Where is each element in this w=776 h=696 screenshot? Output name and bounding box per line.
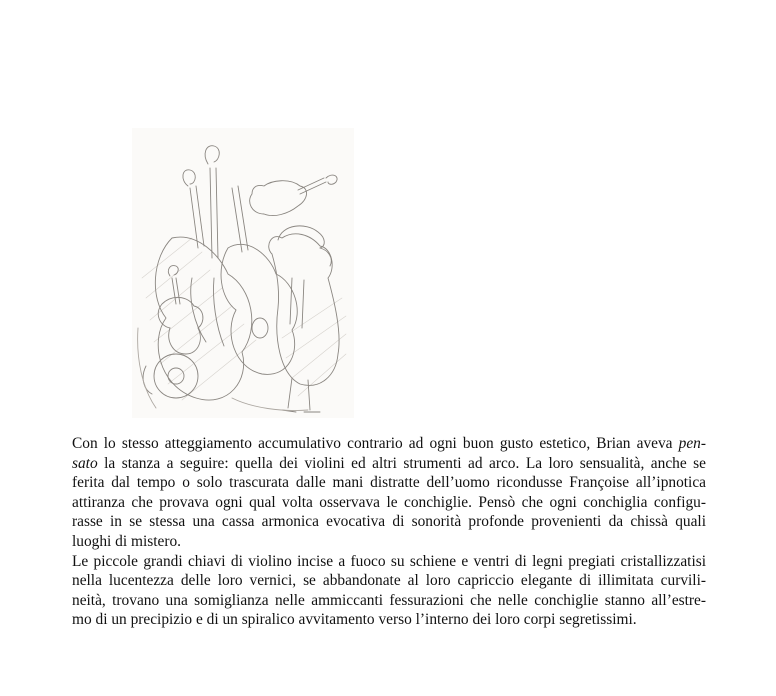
text-line: rasse in se stessa una cassa armonica evocativa di sonorità profonde provenienti da chissà quali bbox=[72, 513, 706, 531]
text-line: Con lo stesso atteggiamento accumulativo contrario ad ogni buon gusto estetico, Brian aveva pen- bbox=[72, 435, 706, 452]
text-line: attiranza che provava ogni qual volta osservava le conchiglie. Pensò che ogni conchiglia configu- bbox=[72, 493, 706, 511]
text-line: nella lucentezza delle loro vernici, se abbandonate al loro capriccio elegante di illimitata curvili- bbox=[72, 572, 706, 590]
instruments-sketch-illustration bbox=[132, 128, 354, 418]
text-line: luoghi di mistero. bbox=[72, 532, 182, 550]
text-line: ferita dal tempo o solo trascurata dalle mani distratte dell’uomo ricondusse Françoise all’ipnotica bbox=[72, 474, 706, 492]
italic-word: sato bbox=[72, 454, 98, 472]
pencil-sketch-string-instruments-icon bbox=[132, 128, 354, 418]
paragraph-1 bbox=[72, 434, 706, 552]
italic-word: pen- bbox=[678, 435, 706, 452]
body-text bbox=[72, 434, 706, 630]
text-line: Le piccole grandi chiavi di violino incise a fuoco su schiene e ventri di legni pregiati cristallizzatisi bbox=[72, 552, 706, 570]
text-line: neità, trovano una somiglianza nelle ammiccanti fessurazioni che nelle conchiglie stanno all’estre- bbox=[72, 591, 706, 609]
text-line: sato la stanza a seguire: quella dei violini ed altri strumenti ad arco. La loro sensualità, anche se bbox=[72, 454, 706, 472]
text-line: mo di un precipizio e di un spiralico avvitamento verso l’interno dei loro corpi segretissimi. bbox=[72, 611, 637, 629]
paragraph-2 bbox=[72, 552, 706, 630]
